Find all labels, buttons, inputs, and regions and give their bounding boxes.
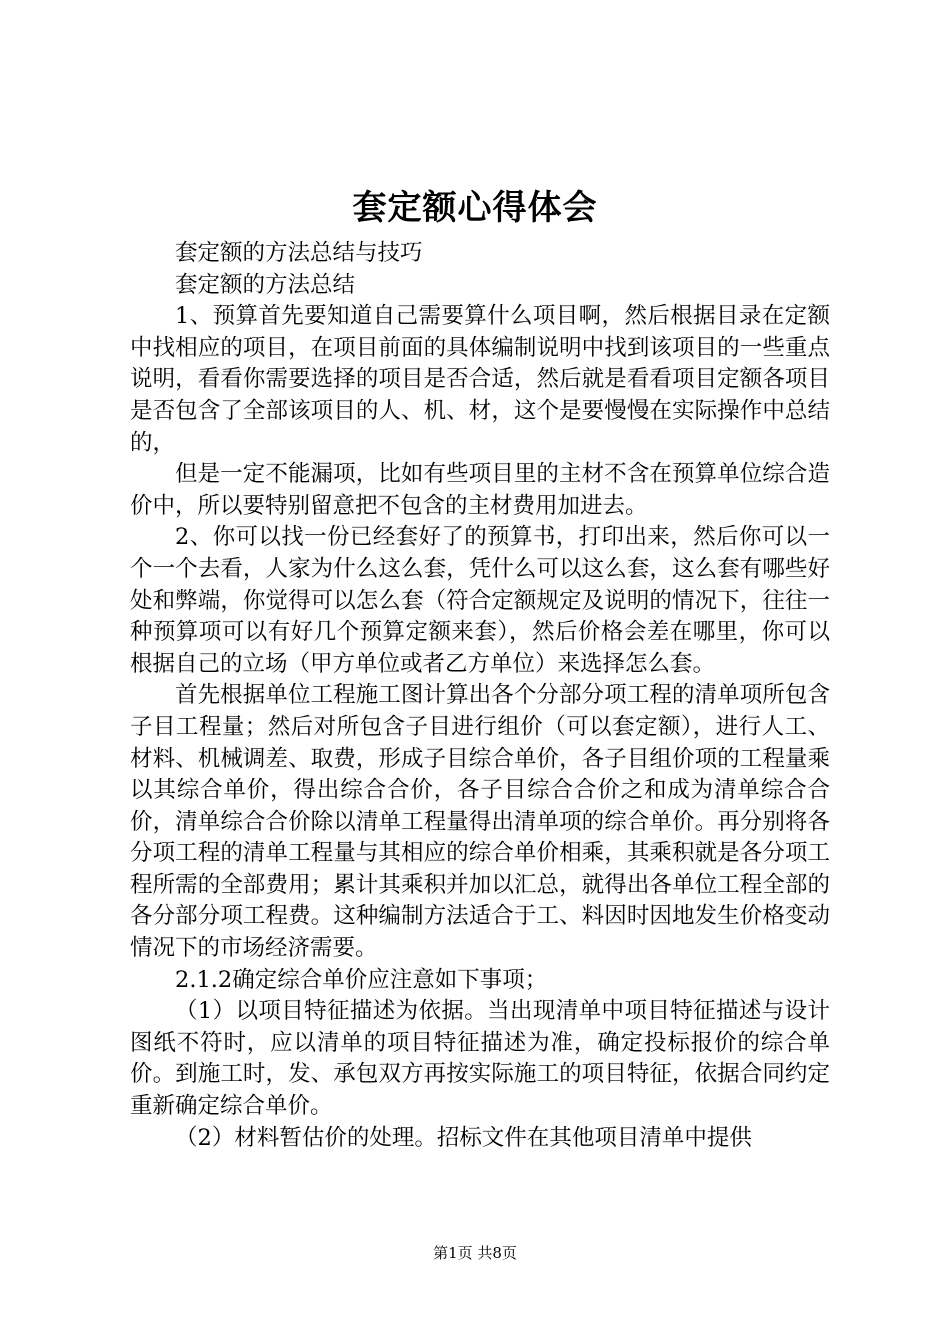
paragraph: 套定额的方法总结与技巧 <box>175 240 423 266</box>
paragraph: 2、你可以找一份已经套好了的预算书，打印出来，然后你可以一个一个去看，人家为什么这么套，凭什么可以这么套，这么套有哪些好处和弊端，你觉得可以怎么套（符合定额规定及说明的情况下，往往一种预算项可以有好几个预算定额来套），然后价格会差在哪里，你可以根据自己的立场（甲方单位或者乙方单位）来选择怎么套。 <box>130 524 830 677</box>
page-footer: 第1页 共8页 <box>433 1244 517 1262</box>
paragraph: 套定额的方法总结 <box>175 271 356 298</box>
paragraph: 1、预算首先要知道自己需要算什么项目啊，然后根据目录在定额中找相应的项目，在项目前面的具体编制说明中找到该项目的一些重点说明，看看你需要选择的项目是否合适，然后就是看看项目定额各项目是否包含了全部该项目的人、机、材，这个是要慢慢在实际操作中总结的， <box>130 303 830 456</box>
paragraph: （1）以项目特征描述为依据。当出现清单中项目特征描述与设计图纸不符时，应以清单的项目特征描述为准，确定投标报价的综合单价。到施工时，发、承包双方再按实际施工的项目特征，依据合同约定重新确定综合单价。 <box>130 998 830 1120</box>
paragraph: 首先根据单位工程施工图计算出各个分部分项工程的清单项所包含子目工程量；然后对所包含子目进行组价（可以套定额），进行人工、材料、机械调差、取费，形成子目综合单价，各子目组价项的工程量乘以其综合单价，得出综合合价，各子目综合合价之和成为清单综合合价，清单综合合价除以清单工程量得出清单项的综合单价。再分别将各分项工程的清单工程量与其相应的综合单价相乘，其乘积就是各分项工程所需的全部费用；累计其乘积并加以汇总，就得出各单位工程全部的各分部分项工程费。这种编制方法适合于工、料因时因地发生价格变动情况下的市场经济需要。 <box>130 682 830 962</box>
document-title: 套定额心得体会 <box>352 188 598 228</box>
paragraph: 2.1.2确定综合单价应注意如下事项； <box>175 966 548 993</box>
paragraph: 但是一定不能漏项，比如有些项目里的主材不含在预算单位综合造价中，所以要特别留意把不包含的主材费用加进去。 <box>130 461 830 519</box>
document-body <box>130 238 830 1154</box>
paragraph: （2）材料暂估价的处理。招标文件在其他项目清单中提供 <box>175 1124 752 1151</box>
